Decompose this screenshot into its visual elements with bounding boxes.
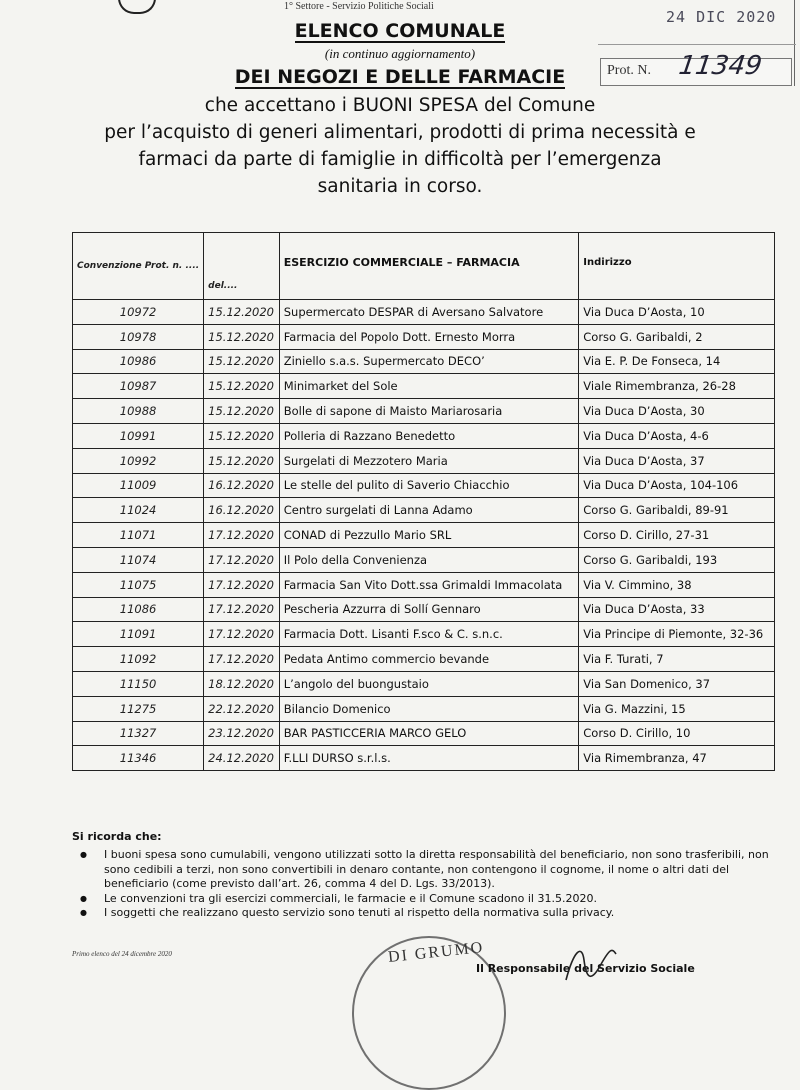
table-row: [73, 374, 775, 399]
cell-date: 17.12.2020: [204, 572, 280, 597]
note-item: ● I soggetti che realizzano questo servizio sono tenuti al rispetto della normativa sulla privacy.: [76, 906, 776, 921]
table-row: [73, 349, 775, 374]
cell-address: Via Duca D’Aosta, 33: [579, 597, 775, 622]
cell-name: Polleria di Razzano Benedetto: [279, 423, 579, 448]
cell-date: 15.12.2020: [204, 423, 280, 448]
cell-prot: 11091: [73, 622, 204, 647]
cell-address: Corso D. Cirillo, 27-31: [579, 523, 775, 548]
document-title-2: DEI NEGOZI E DELLE FARMACIE: [234, 66, 566, 88]
cell-date: 15.12.2020: [204, 349, 280, 374]
cell-address: Via San Domenico, 37: [579, 671, 775, 696]
sector-line: 1° Settore - Servizio Politiche Sociali: [284, 1, 434, 12]
cell-prot: 10986: [73, 349, 204, 374]
cell-prot: 10978: [73, 324, 204, 349]
cell-address: Viale Rimembranza, 26-28: [579, 374, 775, 399]
cell-prot: 11075: [73, 572, 204, 597]
header-convenzione: Convenzione Prot. n. ....: [73, 233, 204, 300]
table-row: [73, 622, 775, 647]
municipal-crest-icon: [118, 0, 156, 14]
document-subtitle: (in continuo aggiornamento): [324, 46, 476, 61]
cell-address: Via G. Mazzini, 15: [579, 696, 775, 721]
cell-date: 23.12.2020: [204, 721, 280, 746]
cell-prot: 11346: [73, 746, 204, 771]
cell-name: CONAD di Pezzullo Mario SRL: [279, 523, 579, 548]
cell-prot: 11275: [73, 696, 204, 721]
cell-address: Via Duca D’Aosta, 104-106: [579, 473, 775, 498]
cell-name: L’angolo del buongustaio: [279, 671, 579, 696]
table-row: [73, 547, 775, 572]
cell-prot: 10991: [73, 423, 204, 448]
cell-date: 17.12.2020: [204, 622, 280, 647]
cell-prot: 11009: [73, 473, 204, 498]
cell-date: 17.12.2020: [204, 647, 280, 672]
table-row: [73, 721, 775, 746]
notes-title: Si ricorda che:: [72, 830, 162, 843]
table-row: [73, 597, 775, 622]
cell-prot: 10972: [73, 300, 204, 325]
cell-name: Il Polo della Convenienza: [279, 547, 579, 572]
table-row: [73, 696, 775, 721]
cell-name: Le stelle del pulito di Saverio Chiacchio: [279, 473, 579, 498]
headline-line-3: farmaci da parte di famiglie in difficoltà per l’emergenza: [138, 149, 662, 170]
cell-name: Minimarket del Sole: [279, 374, 579, 399]
cell-address: Via Duca D’Aosta, 4-6: [579, 423, 775, 448]
cell-address: Corso G. Garibaldi, 89-91: [579, 498, 775, 523]
cell-address: Via F. Turati, 7: [579, 647, 775, 672]
cell-prot: 10992: [73, 448, 204, 473]
headline-line-1: che accettano i BUONI SPESA del Comune: [204, 95, 596, 116]
document-title: ELENCO COMUNALE: [294, 20, 506, 42]
table-row: [73, 498, 775, 523]
table-row: [73, 300, 775, 325]
cell-address: Via Principe di Piemonte, 32-36: [579, 622, 775, 647]
cell-date: 16.12.2020: [204, 473, 280, 498]
cell-date: 15.12.2020: [204, 300, 280, 325]
cell-prot: 11071: [73, 523, 204, 548]
cell-name: Ziniello s.a.s. Supermercato DECO’: [279, 349, 579, 374]
cell-prot: 11024: [73, 498, 204, 523]
stamp-date: 24 DIC 2020: [666, 8, 777, 26]
cell-name: Supermercato DESPAR di Aversano Salvatore: [279, 300, 579, 325]
table-row: [73, 523, 775, 548]
table-row: [73, 671, 775, 696]
cell-address: Corso G. Garibaldi, 193: [579, 547, 775, 572]
cell-address: Via Duca D’Aosta, 10: [579, 300, 775, 325]
cell-date: 17.12.2020: [204, 597, 280, 622]
cell-address: Via V. Cimmino, 38: [579, 572, 775, 597]
cell-date: 17.12.2020: [204, 523, 280, 548]
cell-date: 15.12.2020: [204, 448, 280, 473]
cell-name: BAR PASTICCERIA MARCO GELO: [279, 721, 579, 746]
cell-address: Via E. P. De Fonseca, 14: [579, 349, 775, 374]
footnote: Primo elenco del 24 dicembre 2020: [72, 950, 172, 958]
cell-name: Bilancio Domenico: [279, 696, 579, 721]
table-row: [73, 647, 775, 672]
cell-name: Farmacia Dott. Lisanti F.sco & C. s.n.c.: [279, 622, 579, 647]
cell-date: 22.12.2020: [204, 696, 280, 721]
protocol-label: Prot. N.: [607, 63, 651, 78]
cell-name: Pescheria Azzurra di Sollí Gennaro: [279, 597, 579, 622]
cell-prot: 10987: [73, 374, 204, 399]
table-row: [73, 746, 775, 771]
table-row: [73, 399, 775, 424]
cell-name: Centro surgelati di Lanna Adamo: [279, 498, 579, 523]
cell-name: Bolle di sapone di Maisto Mariarosaria: [279, 399, 579, 424]
table-row: [73, 572, 775, 597]
cell-prot: 11150: [73, 671, 204, 696]
cell-address: Via Rimembranza, 47: [579, 746, 775, 771]
table-row: [73, 473, 775, 498]
table-row: [73, 423, 775, 448]
header-esercizio: ESERCIZIO COMMERCIALE – FARMACIA: [279, 233, 579, 300]
notes-list: [76, 848, 776, 921]
cell-prot: 10988: [73, 399, 204, 424]
headline-line-2: per l’acquisto di generi alimentari, prodotti di prima necessità e: [104, 122, 696, 143]
header-del: del....: [204, 233, 280, 300]
table-row: [73, 324, 775, 349]
cell-name: Farmacia del Popolo Dott. Ernesto Morra: [279, 324, 579, 349]
cell-address: Via Duca D’Aosta, 37: [579, 448, 775, 473]
cell-date: 24.12.2020: [204, 746, 280, 771]
cell-name: F.LLI DURSO s.r.l.s.: [279, 746, 579, 771]
protocol-number: 11349: [676, 51, 764, 81]
cell-prot: 11074: [73, 547, 204, 572]
cell-date: 18.12.2020: [204, 671, 280, 696]
cell-name: Pedata Antimo commercio bevande: [279, 647, 579, 672]
cell-address: Via Duca D’Aosta, 30: [579, 399, 775, 424]
headline-line-4: sanitaria in corso.: [317, 176, 483, 197]
cell-name: Surgelati di Mezzotero Maria: [279, 448, 579, 473]
cell-prot: 11092: [73, 647, 204, 672]
note-item: ● I buoni spesa sono cumulabili, vengono utilizzati sotto la diretta responsabilità del beneficiario, non sono trasferibili, non sono cedibili a terzi, non sono convertibili in denaro contante, non contengono il cognome, il nome o altri dati del beneficiario (come previsto dall’art. 26, comma 4 del D. Lgs. 33/2013).: [76, 848, 776, 892]
shops-table: [72, 232, 775, 771]
header-indirizzo: Indirizzo: [579, 233, 775, 300]
cell-date: 16.12.2020: [204, 498, 280, 523]
seal-text: DI GRUMO: [387, 939, 486, 966]
cell-prot: 11327: [73, 721, 204, 746]
cell-prot: 11086: [73, 597, 204, 622]
cell-date: 15.12.2020: [204, 324, 280, 349]
cell-date: 15.12.2020: [204, 399, 280, 424]
cell-date: 17.12.2020: [204, 547, 280, 572]
cell-address: Corso D. Cirillo, 10: [579, 721, 775, 746]
note-item: ● Le convenzioni tra gli esercizi commerciali, le farmacie e il Comune scadono il 31.5.2020.: [76, 892, 776, 907]
cell-address: Corso G. Garibaldi, 2: [579, 324, 775, 349]
cell-date: 15.12.2020: [204, 374, 280, 399]
table-header-row: [73, 233, 775, 300]
table-row: [73, 448, 775, 473]
signature-label: Il Responsabile del Servizio Sociale: [476, 962, 695, 975]
cell-name: Farmacia San Vito Dott.ssa Grimaldi Immacolata: [279, 572, 579, 597]
signature-stroke-icon: [560, 940, 620, 986]
